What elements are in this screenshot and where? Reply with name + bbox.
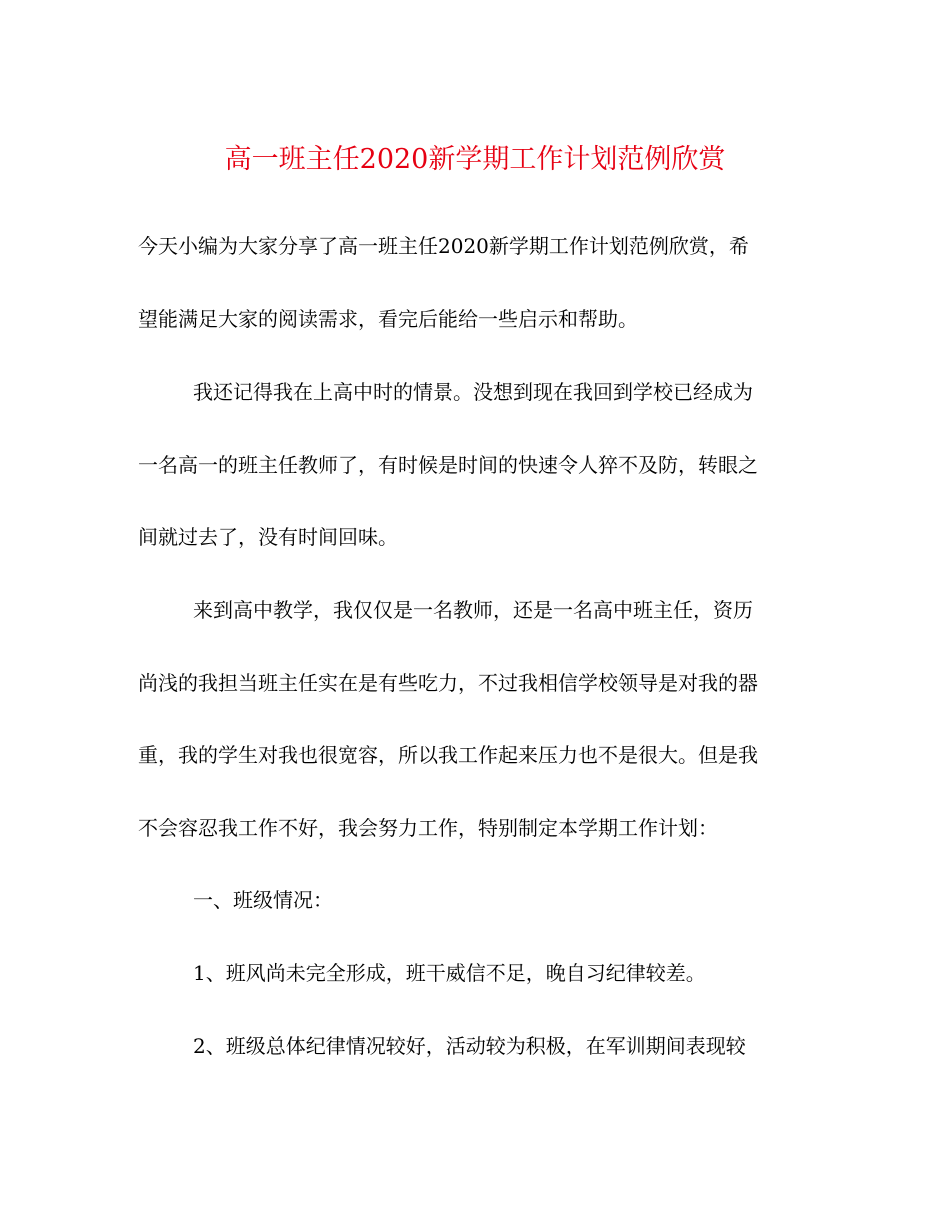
intro-line-1: 今天小编为大家分享了高一班主任2020新学期工作计划范例欣赏，希 [138, 234, 749, 258]
list-item-1: 1、班风尚未完全形成，班干威信不足，晚自习纪律较差。 [193, 961, 706, 985]
list-item-2: 2、班级总体纪律情况较好，活动较为积极，在军训期间表现较 [193, 1034, 746, 1058]
paragraph-2-line-4: 不会容忍我工作不好，我会努力工作，特别制定本学期工作计划： [138, 816, 718, 840]
intro-line-2: 望能满足大家的阅读需求，看完后能给一些启示和帮助。 [138, 307, 638, 331]
paragraph-2-line-2: 尚浅的我担当班主任实在是有些吃力，不过我相信学校领导是对我的器 [138, 671, 758, 695]
paragraph-2-line-1: 来到高中教学，我仅仅是一名教师，还是一名高中班主任，资历 [193, 598, 753, 622]
paragraph-1-line-3: 间就过去了，没有时间回味。 [138, 525, 398, 549]
document-title: 高一班主任2020新学期工作计划范例欣赏 [224, 144, 726, 175]
paragraph-1-line-2: 一名高一的班主任教师了，有时候是时间的快速令人猝不及防，转眼之 [138, 453, 758, 477]
paragraph-2-line-3: 重，我的学生对我也很宽容，所以我工作起来压力也不是很大。但是我 [138, 743, 758, 767]
paragraph-1-line-1: 我还记得我在上高中时的情景。没想到现在我回到学校已经成为 [193, 380, 753, 404]
section-heading: 一、班级情况： [193, 888, 333, 912]
